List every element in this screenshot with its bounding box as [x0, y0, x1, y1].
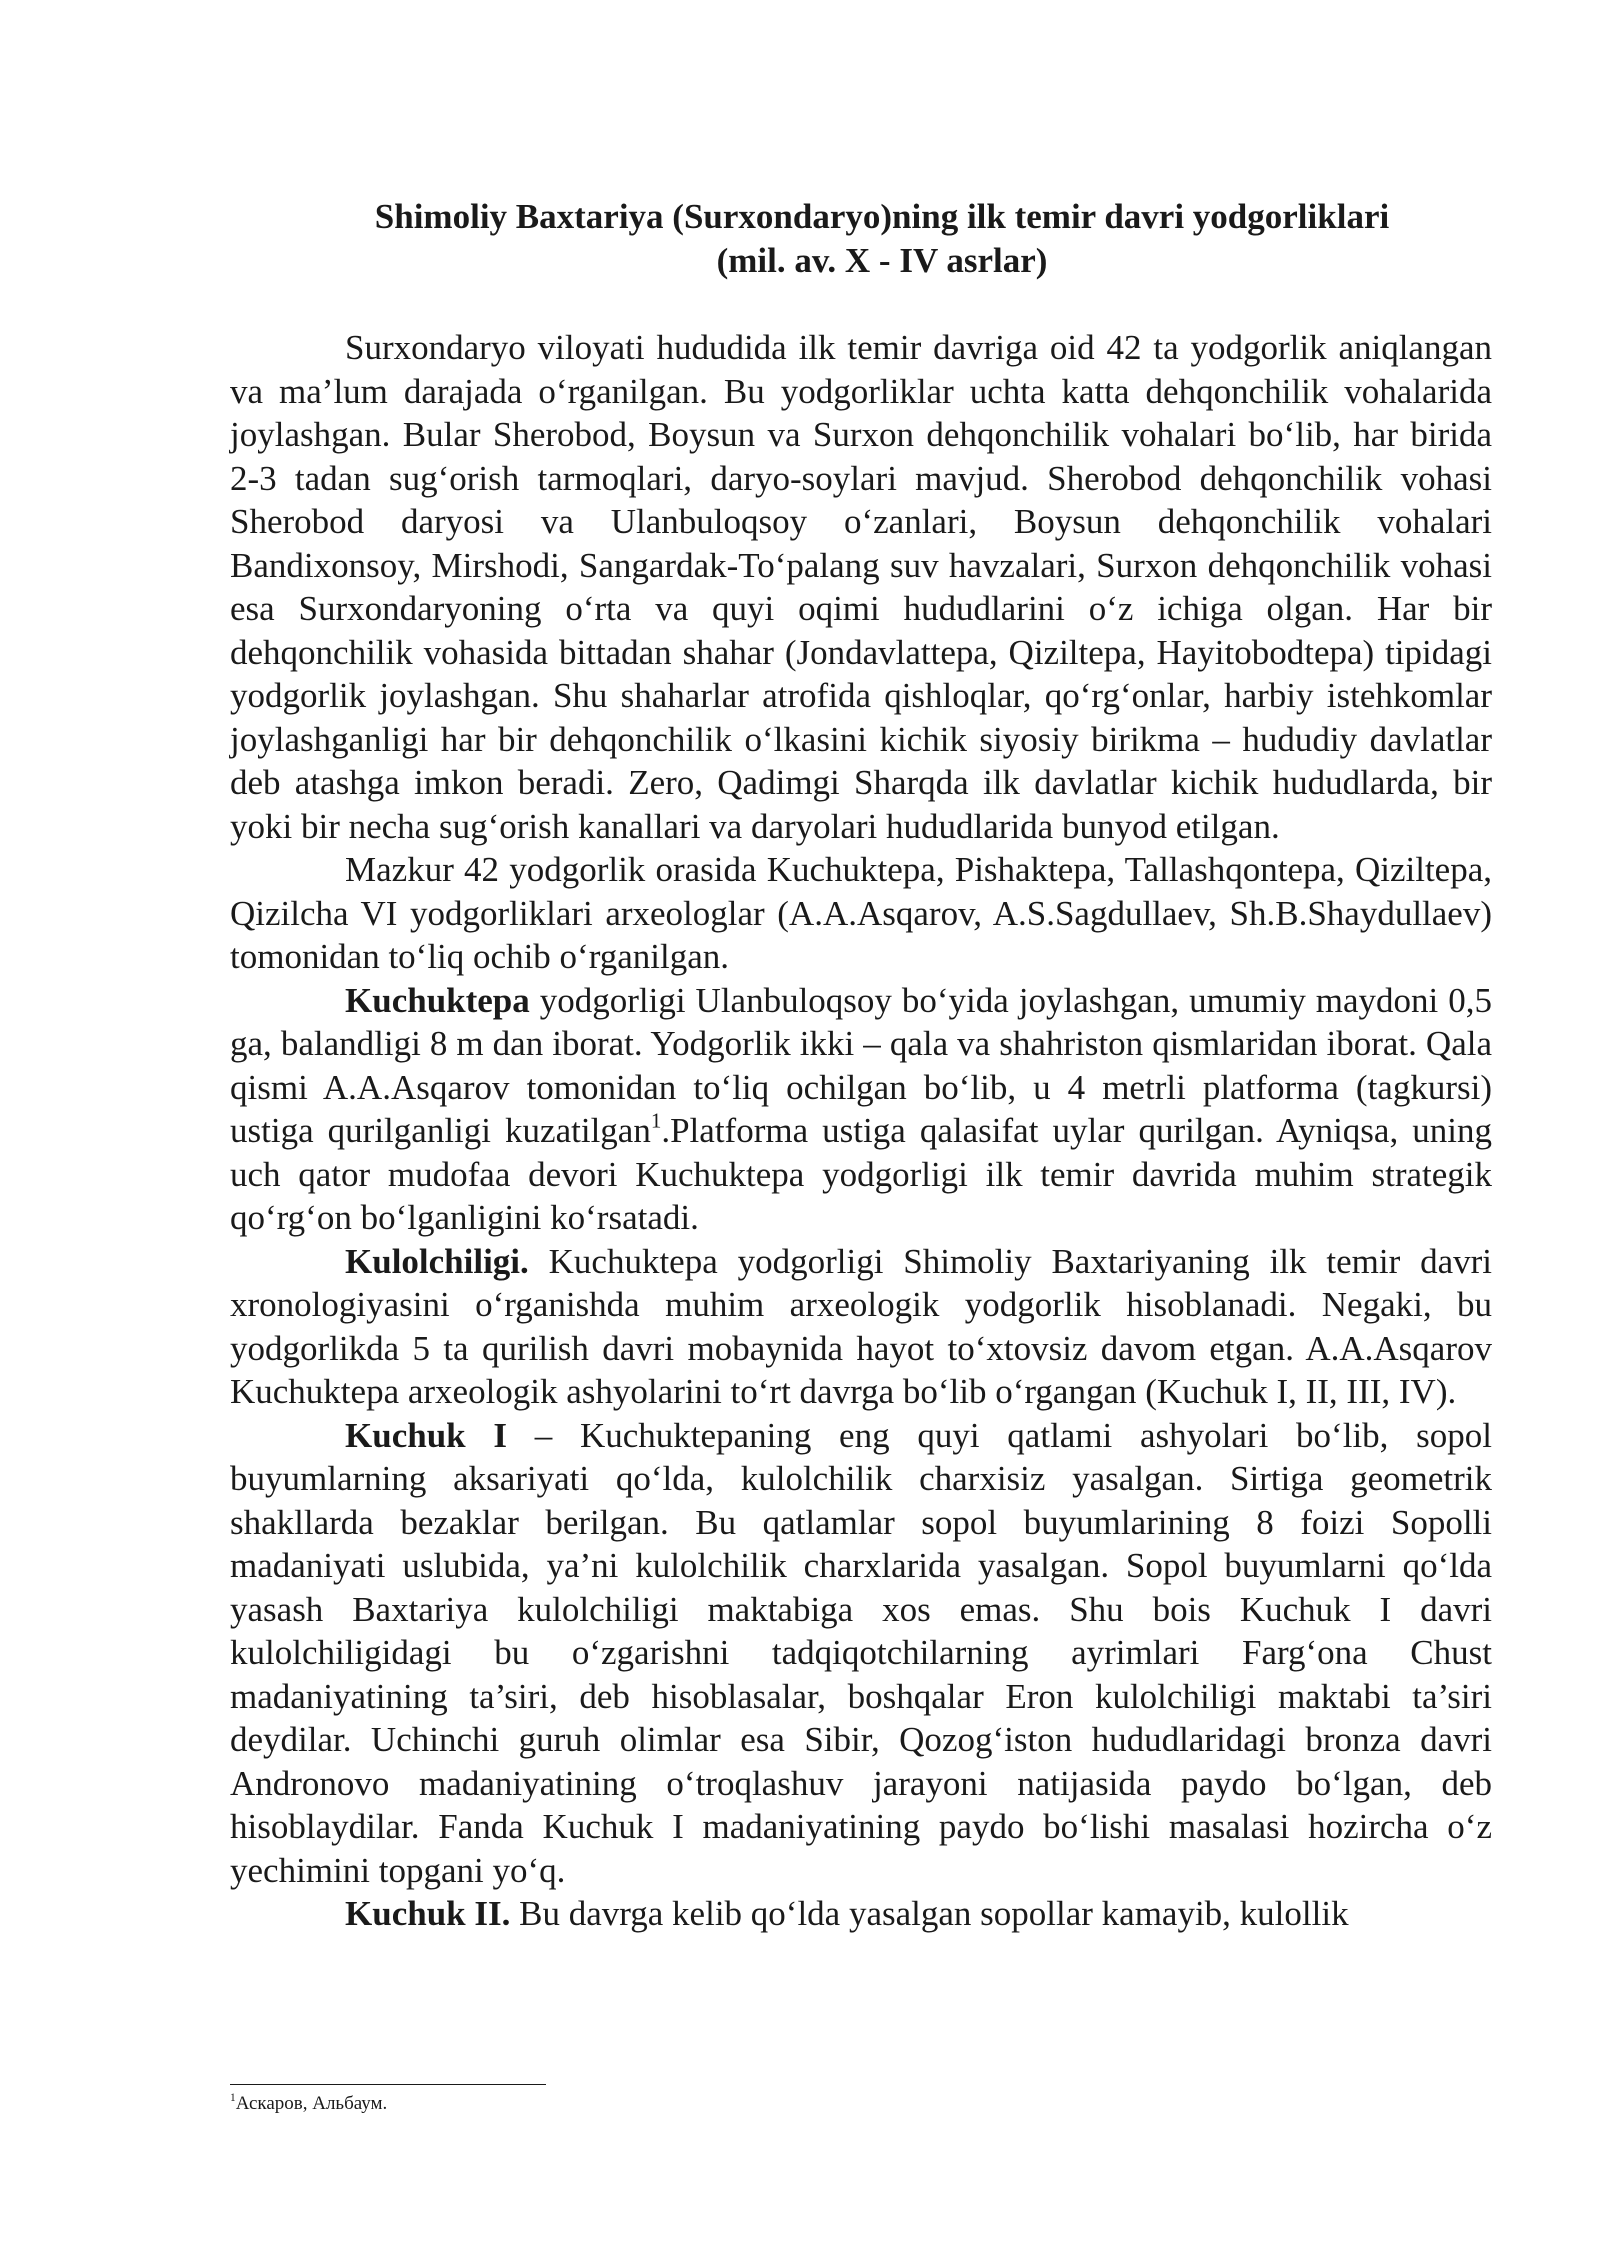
paragraph-kuchuktepa — [230, 979, 1492, 1240]
title-line-1: Shimoliy Baxtariya (Surxondaryo)ning ilk temir davri yodgorliklari — [374, 197, 1390, 236]
term-kuchuk-1: Kuchuk I — [345, 1415, 507, 1455]
footnote-separator — [230, 2084, 546, 2085]
footnote-text: Аскаров, Альбаум. — [235, 2093, 388, 2114]
paragraph-kuchuk-1-text: – Kuchuktepaning eng quyi qatlami ashyolari bo‘lib, sopol buyumlarning aksariyati qo‘lda, kulolchilik charxisiz yasalgan. Sirtiga geometrik shakllarda bezaklar berilgan. Bu qatlamlar sopol buyumlarining 8 foizi Sopolli madaniyati uslubida, ya’ni kulolchilik charxlarida yasalgan. Sopol buyumlarni qo‘lda yasash Baxtariya kulolchiligi maktabiga xos emas. Shu bois Kuchuk I davri kulolchiligidagi bu o‘zgarishni tadqiqotchilarning ayrimlari Farg‘ona Chust madaniyatining ta’siri, deb hisoblasalar, boshqalar Eron kulolchiligi maktabi ta’siri deydilar. Uchinchi guruh olimlar esa Sibir, Qozog‘iston hududlaridagi bronza davri Andronovo madaniyatining o‘troqlashuv jarayoni natijasida paydo bo‘lgan, deb hisoblaydilar. Fanda Kuchuk I madaniyatining paydo bo‘lishi masalasi hozircha o‘z yechimini topgani yo‘q. — [230, 1415, 1493, 1890]
title-line-2: (mil. av. X - IV asrlar) — [716, 241, 1048, 280]
term-kuchuktepa: Kuchuktepa — [345, 980, 530, 1020]
paragraph-kuchuktepa-text: yodgorligi Ulanbuloqsoy bo‘yida joylashgan, umumiy maydoni 0,5 ga, balandligi 8 m dan iborat. Yodgorlik ikki – qala va shahriston qismlaridan iborat. Qala qismi A.A.Asqarov tomonidan to‘liq ochilgan bo‘lib, u 4 metrli platforma (tagkursi) ustiga qurilganligi kuzatilgan — [230, 980, 1492, 1150]
paragraph-kuchuk-2 — [230, 1892, 1492, 1936]
paragraph-kuchuk-2-text: Bu davrga kelib qo‘lda yasalgan sopollar kamayib, kulollik — [510, 1894, 1349, 1933]
term-kuchuk-2: Kuchuk II. — [345, 1894, 511, 1933]
footnote-reference[interactable]: 1 — [650, 1108, 662, 1133]
paragraph-intro: Surxondaryo viloyati hududida ilk temir davriga oid 42 ta yodgorlik aniqlangan va ma’lum darajada o‘rganilgan. Bu yodgorliklar uchta katta dehqonchilik vohalarida joylashgan. Bular Sherobod, Boysun va Surxon dehqonchilik vohalari bo‘lib, har birida 2-3 tadan sug‘orish tarmoqlari, daryo-soylari mavjud. Sherobod dehqonchilik vohasi Sherobod daryosi va Ulanbuloqsoy o‘zanlari, Boysun dehqonchilik vohalari Bandixonsoy, Mirshodi, Sangardak-To‘palang suv havzalari, Surxon dehqonchilik vohasi esa Surxondaryoning o‘rta va quyi oqimi hududlarini o‘z ichiga olgan. Har bir dehqonchilik vohasida bittadan shahar (Jondavlattepa, Qiziltepa, Hayitobodtepa) tipidagi yodgorlik joylashgan. Shu shaharlar atrofida qishloqlar, qo‘rg‘onlar, harbiy istehkomlar joylashganligi har bir dehqonchilik o‘lkasini kichik siyosiy birikma – hududiy davlatlar deb atashga imkon beradi. Zero, Qadimgi Sharqda ilk davlatlar kichik hududlarda, bir yoki bir necha sug‘orish kanallari va daryolari hududlarida bunyod etilgan. — [230, 328, 1492, 846]
term-kulolchiligi: Kulolchiligi. — [345, 1241, 529, 1281]
paragraph-kuchuktepa-text-2: .Platforma ustiga qalasifat uylar qurilgan. Ayniqsa, uning uch qator mudofaa devori Kuchuktepa yodgorligi ilk temir davrida muhim strategik qo‘rg‘on bo‘lganligini ko‘rsatadi. — [230, 1111, 1492, 1237]
footnote — [230, 2092, 387, 2116]
document-title — [232, 195, 1532, 283]
paragraph-kuchuk-1 — [230, 1414, 1492, 1893]
paragraph-pottery — [230, 1240, 1492, 1414]
body-text — [230, 326, 1492, 1936]
paragraph-excavated-sites: Mazkur 42 yodgorlik orasida Kuchuktepa, Pishaktepa, Tallashqontepa, Qiziltepa, Qizilcha VI yodgorliklari arxeologlar (A.A.Asqarov, A.S.Sagdullaev, Sh.B.Shaydullaev) tomonidan to‘liq ochib o‘rganilgan. — [230, 850, 1492, 976]
footnote-mark: 1 — [230, 2092, 236, 2105]
paragraph-pottery-text: Kuchuktepa yodgorligi Shimoliy Baxtariyaning ilk temir davri xronologiyasini o‘rganishda muhim arxeologik yodgorlik hisoblanadi. Negaki, bu yodgorlikda 5 ta qurilish davri mobaynida hayot to‘xtovsiz davom etgan. A.A.Asqarov Kuchuktepa arxeologik ashyolarini to‘rt davrga bo‘lib o‘rgangan (Kuchuk I, II, III, IV). — [230, 1241, 1492, 1411]
